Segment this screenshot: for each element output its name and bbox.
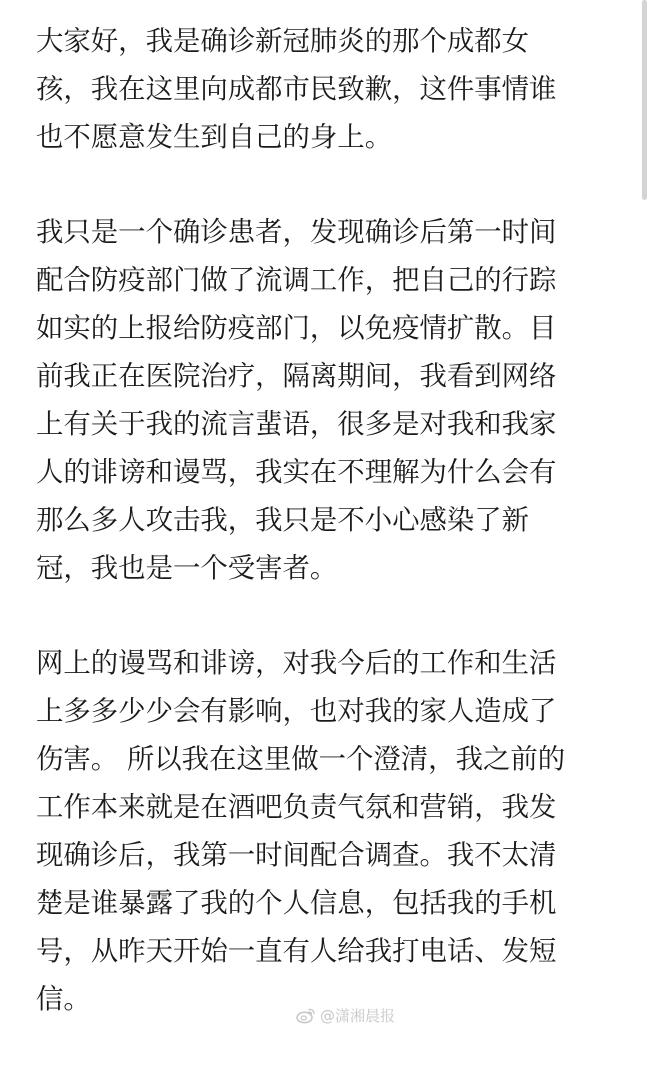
text-line: 前我正在医院治疗，隔离期间，我看到网络 <box>36 361 557 392</box>
text-line: 如实的上报给防疫部门，以免疫情扩散。目 <box>36 313 557 344</box>
text-line: 现确诊后，我第一时间配合调查。我不太清 <box>36 840 557 871</box>
paragraph-2 <box>36 209 636 593</box>
weibo-icon <box>296 1007 316 1024</box>
text-line: 网上的谩骂和诽谤，对我今后的工作和生活 <box>36 648 557 679</box>
text-line: 配合防疫部门做了流调工作，把自己的行踪 <box>36 265 557 296</box>
text-line: 那么多人攻击我，我只是不小心感染了新 <box>36 505 530 536</box>
text-line: 信。 <box>36 984 91 1015</box>
text-line: 上多多少少会有影响，也对我的家人造成了 <box>36 696 557 727</box>
paragraph-3 <box>36 640 636 1024</box>
text-line: 也不愿意发生到自己的身上。 <box>36 122 393 153</box>
paragraph-1 <box>36 18 636 162</box>
text-line: 上有关于我的流言蜚语，很多是对我和我家 <box>36 409 557 440</box>
text-line: 号，从昨天开始一直有人给我打电话、发短 <box>36 936 557 967</box>
text-line: 大家好，我是确诊新冠肺炎的那个成都女 <box>36 26 530 57</box>
article-body <box>36 18 636 1071</box>
text-line: 冠，我也是一个受害者。 <box>36 553 338 584</box>
text-line: 我只是一个确诊患者，发现确诊后第一时间 <box>36 217 557 248</box>
text-line: 伤害。 所以我在这里做一个澄清，我之前的 <box>36 744 566 775</box>
watermark-text: @潇湘晨报 <box>320 1006 396 1025</box>
text-line: 人的诽谤和谩骂，我实在不理解为什么会有 <box>36 457 557 488</box>
text-line: 楚是谁暴露了我的个人信息，包括我的手机 <box>36 888 557 919</box>
watermark <box>296 1004 395 1026</box>
text-line: 孩，我在这里向成都市民致歉，这件事情谁 <box>36 74 557 105</box>
text-line: 工作本来就是在酒吧负责气氛和营销，我发 <box>36 792 557 823</box>
scrollbar[interactable] <box>642 0 647 200</box>
